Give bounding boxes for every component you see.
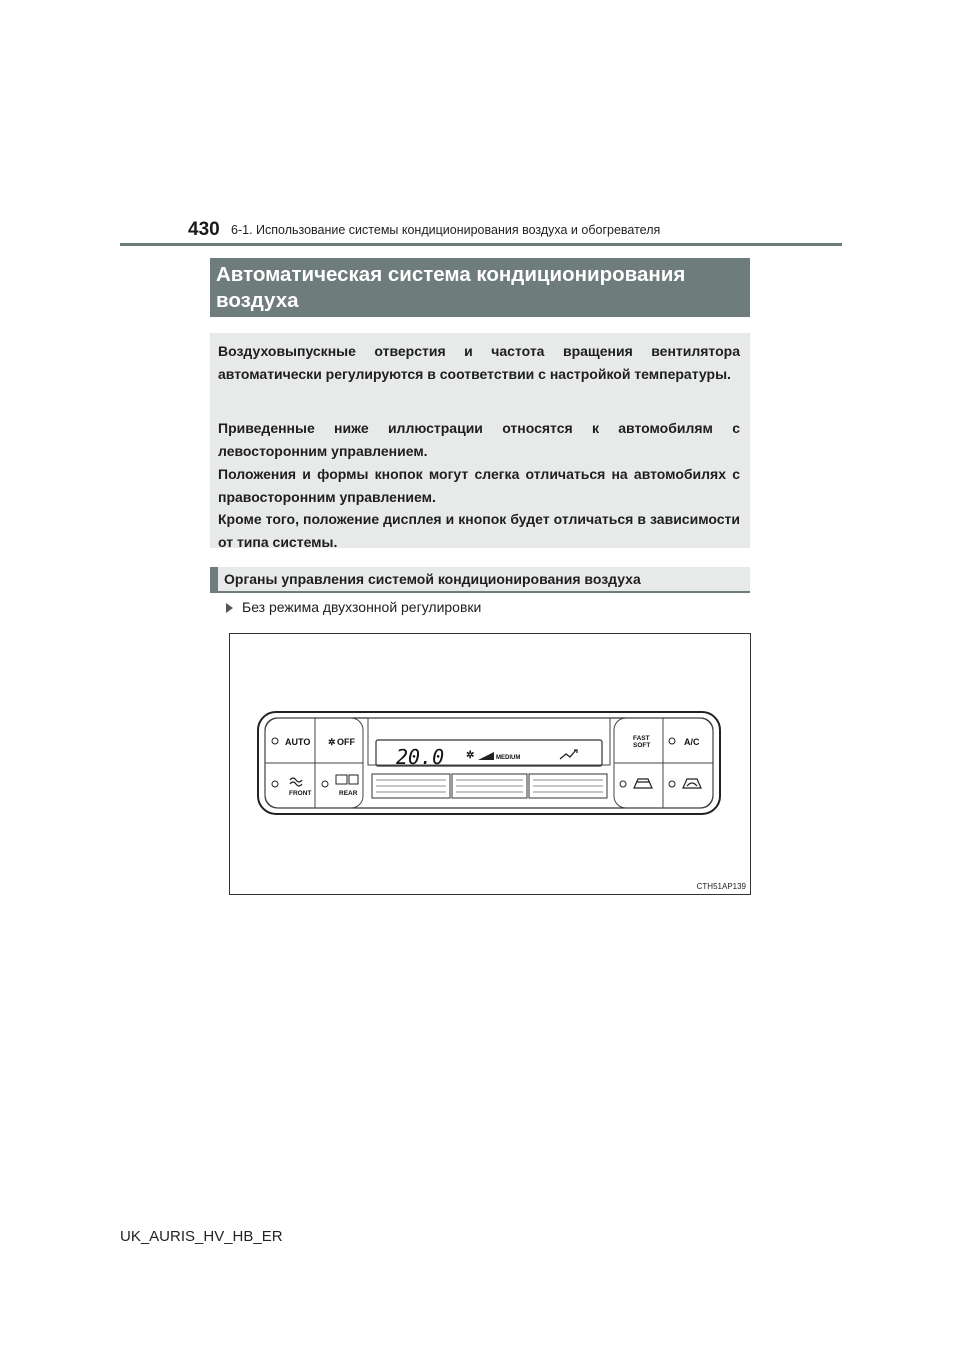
fast-label: FAST (633, 735, 650, 742)
intro-paragraph-4: Кроме того, положение дисплея и кнопок будет отличаться в зависимости от типа системы. (218, 511, 740, 550)
climate-panel-figure (229, 633, 751, 895)
figure-code: CTH51AP139 (696, 882, 746, 891)
running-head: 6-1. Использование системы кондиционирования воздуха и обогревателя (231, 223, 661, 237)
subsection-title: Органы управления системой кондиционирования воздуха (224, 571, 641, 587)
fan-icon: ✲ (328, 737, 336, 747)
soft-label: SOFT (633, 742, 651, 749)
fan-off-button[interactable] (328, 737, 355, 747)
document-code: UK_AURIS_HV_HB_ER (120, 1228, 283, 1245)
off-label: OFF (337, 737, 355, 747)
bullet-item (226, 599, 481, 615)
section-title: Автоматическая система кондиционирования воздуха (216, 263, 686, 312)
intro-paragraph-2: Приведенные ниже иллюстрации относятся к автомобилям с левосторонним управлением. (218, 420, 740, 459)
ac-label: A/C (684, 737, 700, 747)
front-label: FRONT (289, 790, 312, 797)
auto-label: AUTO (285, 737, 311, 747)
fan-mode-label: MEDIUM (496, 755, 521, 761)
section-banner (210, 258, 750, 317)
temperature-readout: 20.0 (396, 745, 445, 769)
intro-box (210, 333, 750, 548)
subsection-banner (210, 567, 750, 593)
page-number: 430 (188, 219, 220, 240)
fan-speed-icon: ✲ (466, 750, 475, 761)
fast-soft-button[interactable] (633, 735, 650, 749)
intro-paragraph-3: Положения и формы кнопок могут слегка отличаться на автомобилях с правосторонним управлением. (218, 466, 740, 505)
subsection-bar (210, 567, 218, 593)
triangle-bullet-icon (226, 603, 233, 613)
header-rule (120, 243, 842, 246)
rear-label: REAR (339, 790, 358, 797)
bullet-text: Без режима двухзонной регулировки (242, 599, 482, 615)
intro-paragraph-1: Воздуховыпускные отверстия и частота вращения вентилятора автоматически регулируются в соответствии с настройкой температуры. (218, 343, 740, 382)
climate-panel-illustration (230, 634, 750, 894)
